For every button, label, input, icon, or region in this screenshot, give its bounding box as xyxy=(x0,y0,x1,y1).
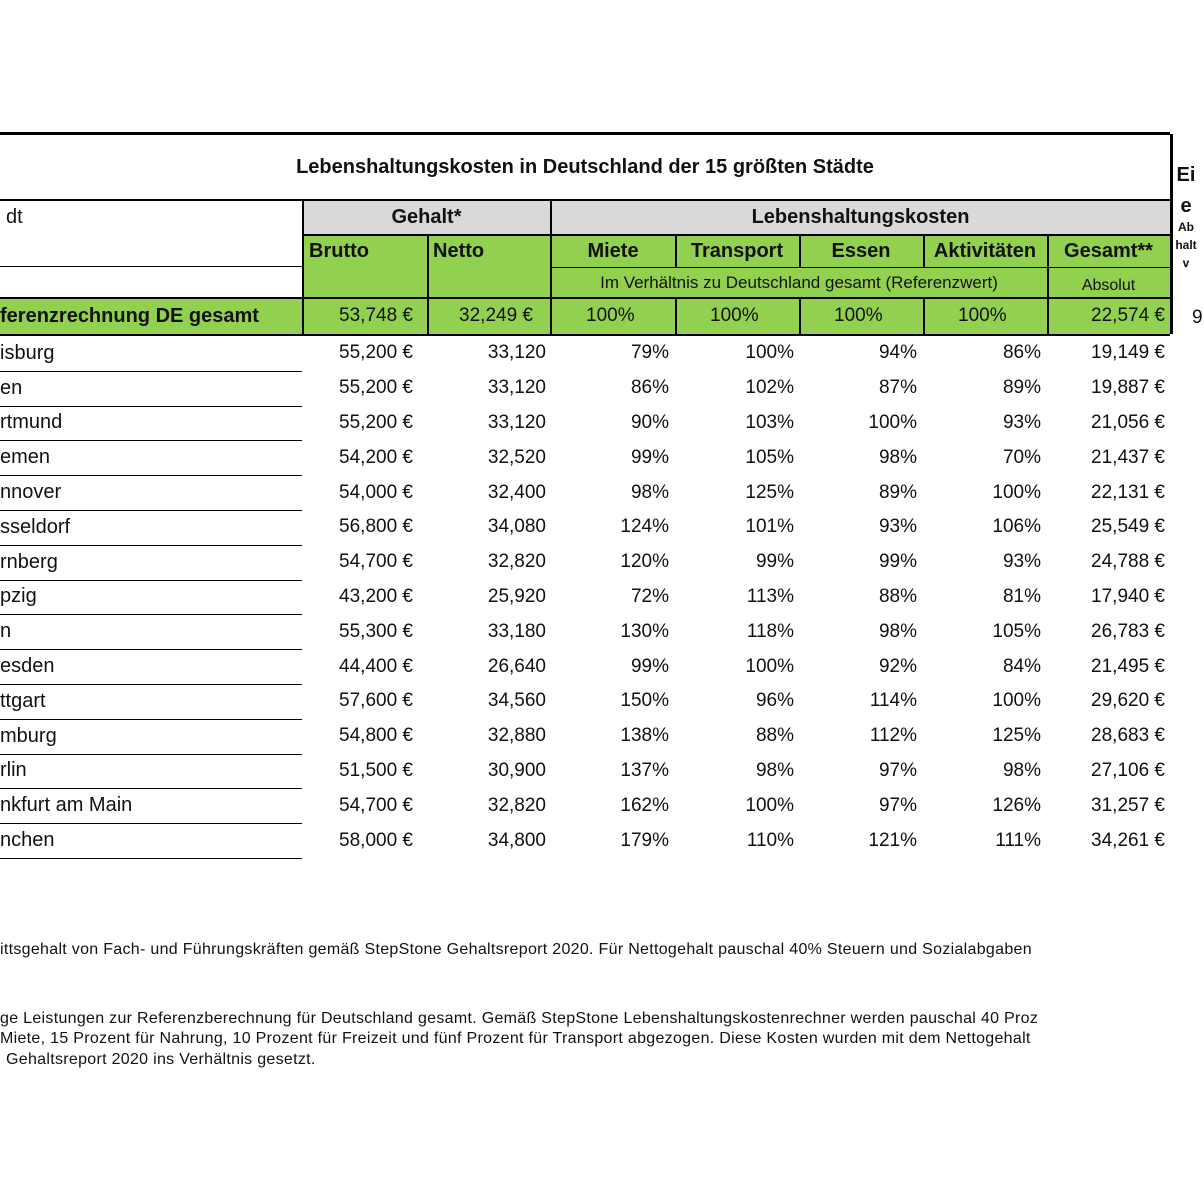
essen-cell: 92% xyxy=(878,655,917,677)
aktivitaeten-cell: 100% xyxy=(992,481,1041,503)
side-header-line4: halt xyxy=(1175,238,1197,252)
reference-transport: 100% xyxy=(710,305,759,326)
transport-cell: 88% xyxy=(755,725,794,747)
city-cell: nnover xyxy=(0,481,62,504)
gesamt-cell: 29,620 € xyxy=(1091,690,1165,712)
footnote-1: ittsgehalt von Fach- und Führungskräften gemäß StepStone Gehaltsreport 2020. Für Nettogehalt pauschal 40% Steuern und Sozialabgaben xyxy=(0,941,1032,958)
netto-cell: 34,560 xyxy=(487,690,546,712)
essen-cell: 97% xyxy=(878,759,917,781)
city-cell: esden xyxy=(0,655,55,678)
netto-cell: 32,880 xyxy=(487,725,546,747)
transport-cell: 125% xyxy=(745,481,794,503)
aktivitaeten-cell: 93% xyxy=(1002,551,1041,573)
transport-cell: 105% xyxy=(745,446,794,468)
city-cell: rtmund xyxy=(0,411,63,434)
brutto-cell: 54,700 € xyxy=(339,794,413,816)
netto-cell: 32,820 xyxy=(487,551,546,573)
footnote-2-line-1: ge Leistungen zur Referenzberechnung für Deutschland gesamt. Gemäß StepStone Lebenshaltungskostenrechner werden pauschal 40 Proz xyxy=(0,1010,1039,1027)
netto-cell: 33,120 xyxy=(487,377,546,399)
gehalt-header: Gehalt* xyxy=(303,200,550,234)
aktivitaeten-cell: 86% xyxy=(1002,342,1041,364)
transport-cell: 110% xyxy=(746,829,794,851)
transport-cell: 99% xyxy=(755,551,794,573)
essen-cell: 93% xyxy=(878,516,917,538)
aktivitaeten-cell: 111% xyxy=(995,829,1041,851)
netto-cell: 33,120 xyxy=(487,342,546,364)
essen-cell: 114% xyxy=(869,690,917,712)
essen-cell: 99% xyxy=(878,551,917,573)
city-cell: sseldorf xyxy=(0,515,71,538)
essen-cell: 98% xyxy=(878,446,917,468)
gesamt-cell: 27,106 € xyxy=(1091,759,1165,781)
netto-cell: 34,800 xyxy=(487,829,546,851)
city-cell: n xyxy=(0,620,12,643)
gesamt-cell: 19,149 € xyxy=(1091,342,1165,364)
netto-cell: 34,080 xyxy=(487,516,546,538)
reference-miete: 100% xyxy=(586,305,635,326)
brutto-cell: 54,700 € xyxy=(339,551,413,573)
miete-cell: 79% xyxy=(630,342,669,364)
miete-cell: 137% xyxy=(620,759,669,781)
essen-cell: 100% xyxy=(868,411,917,433)
gesamt-cell: 28,683 € xyxy=(1091,725,1165,747)
netto-cell: 32,820 xyxy=(487,794,546,816)
reference-brutto: 53,748 € xyxy=(339,305,413,326)
side-reference-value: 9 xyxy=(1192,307,1203,328)
aktivitaeten-cell: 84% xyxy=(1002,655,1041,677)
transport-cell: 98% xyxy=(755,759,794,781)
essen-cell: 97% xyxy=(878,794,917,816)
essen-header: Essen xyxy=(799,234,923,268)
gesamt-cell: 31,257 € xyxy=(1091,794,1165,816)
city-cell: rnberg xyxy=(0,550,58,573)
reference-netto: 32,249 € xyxy=(459,305,533,326)
transport-header: Transport xyxy=(675,234,799,268)
transport-cell: 118% xyxy=(746,620,794,642)
aktivitaeten-cell: 98% xyxy=(1002,759,1041,781)
aktivitaeten-cell: 93% xyxy=(1002,411,1041,433)
brutto-cell: 54,000 € xyxy=(339,481,413,503)
miete-cell: 138% xyxy=(620,725,669,747)
gesamt-cell: 25,549 € xyxy=(1091,516,1165,538)
reference-gesamt: 22,574 € xyxy=(1091,305,1165,326)
footnote-2-line-2: Miete, 15 Prozent für Nahrung, 10 Prozent für Freizeit und fünf Prozent für Transport abgezogen. Diese Kosten wurden mit dem Nettogehalt xyxy=(0,1030,1031,1047)
side-column-header xyxy=(1172,134,1200,298)
aktivitaeten-cell: 70% xyxy=(1002,446,1041,468)
aktivitaeten-header: Aktivitäten xyxy=(923,234,1047,268)
miete-cell: 90% xyxy=(630,411,669,433)
brutto-header: Brutto xyxy=(309,239,369,262)
city-cell: rlin xyxy=(0,759,27,782)
netto-cell: 33,120 xyxy=(487,411,546,433)
city-cell: isburg xyxy=(0,341,55,364)
miete-cell: 162% xyxy=(620,794,669,816)
brutto-cell: 55,200 € xyxy=(339,377,413,399)
netto-cell: 25,920 xyxy=(487,585,546,607)
absolut-header: Absolut xyxy=(1047,268,1170,298)
essen-cell: 94% xyxy=(878,342,917,364)
miete-cell: 99% xyxy=(630,655,669,677)
miete-cell: 124% xyxy=(620,516,669,538)
transport-cell: 113% xyxy=(746,585,794,607)
gesamt-cell: 19,887 € xyxy=(1091,377,1165,399)
table-title: Lebenshaltungskosten in Deutschland der 15 größten Städte xyxy=(296,155,874,178)
essen-cell: 87% xyxy=(878,377,917,399)
miete-header: Miete xyxy=(551,234,675,268)
miete-cell: 98% xyxy=(630,481,669,503)
gesamt-cell: 21,437 € xyxy=(1091,446,1165,468)
gesamt-cell: 17,940 € xyxy=(1091,585,1165,607)
miete-cell: 99% xyxy=(630,446,669,468)
transport-cell: 100% xyxy=(745,794,794,816)
brutto-cell: 43,200 € xyxy=(339,585,413,607)
transport-cell: 100% xyxy=(745,655,794,677)
reference-essen: 100% xyxy=(834,305,883,326)
gesamt-cell: 26,783 € xyxy=(1091,620,1165,642)
reference-label: ferenzrechnung DE gesamt xyxy=(0,304,259,327)
brutto-cell: 51,500 € xyxy=(339,759,413,781)
aktivitaeten-cell: 105% xyxy=(992,620,1041,642)
side-header-line3: Ab xyxy=(1178,220,1194,234)
city-cell: en xyxy=(0,376,23,399)
gesamt-header: Gesamt** xyxy=(1047,234,1170,268)
transport-cell: 100% xyxy=(745,342,794,364)
relation-note: Im Verhältnis zu Deutschland gesamt (Referenzwert) xyxy=(551,268,1047,298)
brutto-cell: 54,200 € xyxy=(339,446,413,468)
netto-cell: 33,180 xyxy=(487,620,546,642)
aktivitaeten-cell: 125% xyxy=(992,725,1041,747)
gesamt-cell: 22,131 € xyxy=(1091,481,1165,503)
aktivitaeten-cell: 81% xyxy=(1002,585,1041,607)
miete-cell: 130% xyxy=(620,620,669,642)
netto-cell: 32,520 xyxy=(487,446,546,468)
brutto-cell: 54,800 € xyxy=(339,725,413,747)
city-cell: nkfurt am Main xyxy=(0,794,133,817)
aktivitaeten-cell: 126% xyxy=(992,794,1041,816)
brutto-cell: 55,300 € xyxy=(339,620,413,642)
miete-cell: 72% xyxy=(630,585,669,607)
side-header-line5: v xyxy=(1182,256,1190,270)
brutto-cell: 56,800 € xyxy=(339,516,413,538)
gesamt-cell: 24,788 € xyxy=(1091,551,1165,573)
brutto-cell: 58,000 € xyxy=(339,829,413,851)
aktivitaeten-cell: 100% xyxy=(992,690,1041,712)
essen-cell: 121% xyxy=(868,829,917,851)
netto-header: Netto xyxy=(433,239,485,262)
brutto-cell: 44,400 € xyxy=(339,655,413,677)
gesamt-cell: 34,261 € xyxy=(1091,829,1165,851)
transport-cell: 101% xyxy=(745,516,794,538)
miete-cell: 150% xyxy=(620,690,669,712)
transport-cell: 103% xyxy=(745,411,794,433)
brutto-cell: 55,200 € xyxy=(339,411,413,433)
reference-aktivitaeten: 100% xyxy=(958,305,1007,326)
netto-cell: 30,900 xyxy=(487,759,546,781)
miete-cell: 179% xyxy=(620,829,669,851)
transport-cell: 96% xyxy=(755,690,794,712)
transport-cell: 102% xyxy=(745,377,794,399)
footnote-2-line-3: Gehaltsreport 2020 ins Verhältnis gesetzt. xyxy=(6,1051,316,1068)
essen-cell: 89% xyxy=(878,481,917,503)
lebenshaltung-header: Lebenshaltungskosten xyxy=(551,200,1170,234)
gesamt-cell: 21,056 € xyxy=(1091,411,1165,433)
city-cell: ttgart xyxy=(0,689,46,712)
city-column-header: dt xyxy=(6,205,23,228)
city-cell: mburg xyxy=(0,724,57,747)
city-cell: nchen xyxy=(0,829,55,852)
netto-cell: 26,640 xyxy=(487,655,546,677)
essen-cell: 112% xyxy=(869,725,917,747)
aktivitaeten-cell: 106% xyxy=(992,516,1041,538)
miete-cell: 120% xyxy=(620,551,669,573)
city-cell: emen xyxy=(0,446,51,469)
essen-cell: 88% xyxy=(878,585,917,607)
gesamt-cell: 21,495 € xyxy=(1091,655,1165,677)
brutto-cell: 57,600 € xyxy=(339,690,413,712)
miete-cell: 86% xyxy=(630,377,669,399)
side-header-line1: Ei xyxy=(1176,164,1196,186)
aktivitaeten-cell: 89% xyxy=(1002,377,1041,399)
netto-cell: 32,400 xyxy=(487,481,546,503)
city-cell: pzig xyxy=(0,585,37,608)
brutto-cell: 55,200 € xyxy=(339,342,413,364)
essen-cell: 98% xyxy=(878,620,917,642)
side-header-line2: e xyxy=(1180,195,1192,217)
